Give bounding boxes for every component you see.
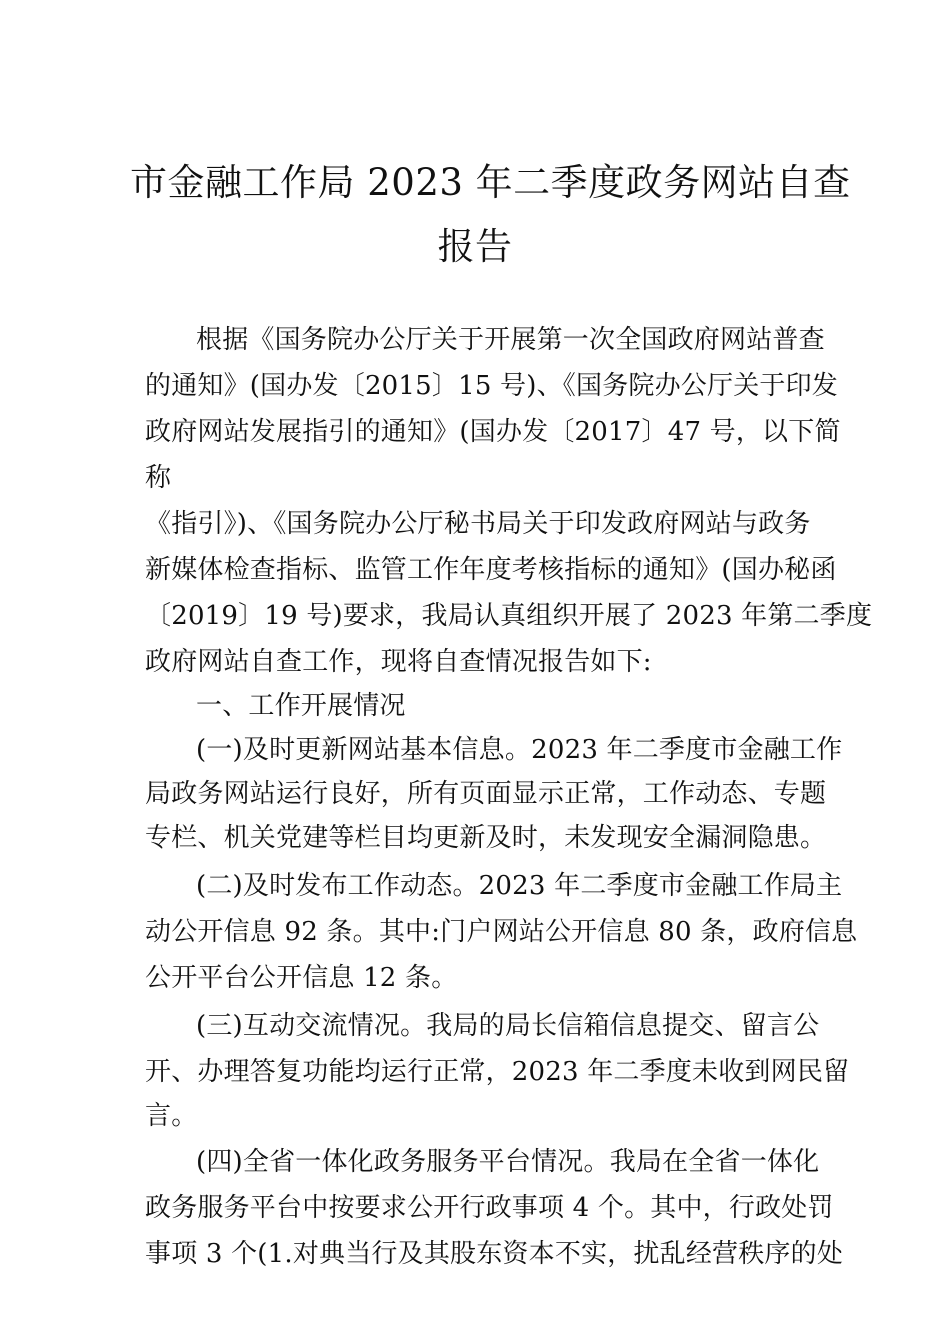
body-line: 政务服务平台中按要求公开行政事项 4 个。其中，行政处罚: [145, 1193, 834, 1223]
body-line: 〔2019〕19 号)要求，我局认真组织开展了 2023 年第二季度: [145, 601, 873, 631]
body-line: 《指引》)、《国务院办公厅秘书局关于印发政府网站与政务: [145, 509, 811, 539]
body-line: 事项 3 个(1.对典当行及其股东资本不实，扰乱经营秩序的处: [145, 1239, 844, 1269]
body-line: (二)及时发布工作动态。2023 年二季度市金融工作局主: [196, 871, 843, 901]
section-heading: 一、工作开展情况: [196, 691, 406, 721]
body-line: 政府网站发展指引的通知》(国办发〔2017〕47 号，以下简: [145, 417, 841, 447]
body-line: 根据《国务院办公厅关于开展第一次全国政府网站普查: [196, 325, 825, 355]
body-line: (四)全省一体化政务服务平台情况。我局在全省一体化: [196, 1147, 820, 1177]
body-line: 称: [145, 463, 172, 493]
body-line: 政府网站自查工作，现将自查情况报告如下:: [145, 647, 652, 677]
body-line: 新媒体检查指标、监管工作年度考核指标的通知》(国办秘函: [145, 555, 837, 585]
body-line: 言。: [145, 1101, 198, 1131]
body-line: 动公开信息 92 条。其中:门户网站公开信息 80 条，政府信息: [145, 917, 858, 947]
document-title-line-2: 报告: [437, 225, 513, 268]
body-line: 开、办理答复功能均运行正常，2023 年二季度未收到网民留: [145, 1057, 850, 1087]
body-line: (一)及时更新网站基本信息。2023 年二季度市金融工作: [196, 735, 843, 765]
body-line: 的通知》(国办发〔2015〕15 号)、《国务院办公厅关于印发: [145, 371, 839, 401]
body-line: 公开平台公开信息 12 条。: [145, 963, 458, 993]
document-title-line-1: 市金融工作局 2023 年二季度政务网站自查: [130, 161, 851, 204]
body-line: 局政务网站运行良好，所有页面显示正常，工作动态、专题: [145, 779, 827, 809]
body-line: 专栏、机关党建等栏目均更新及时，未发现安全漏洞隐患。: [145, 823, 827, 853]
body-line: (三)互动交流情况。我局的局长信箱信息提交、留言公: [196, 1011, 820, 1041]
